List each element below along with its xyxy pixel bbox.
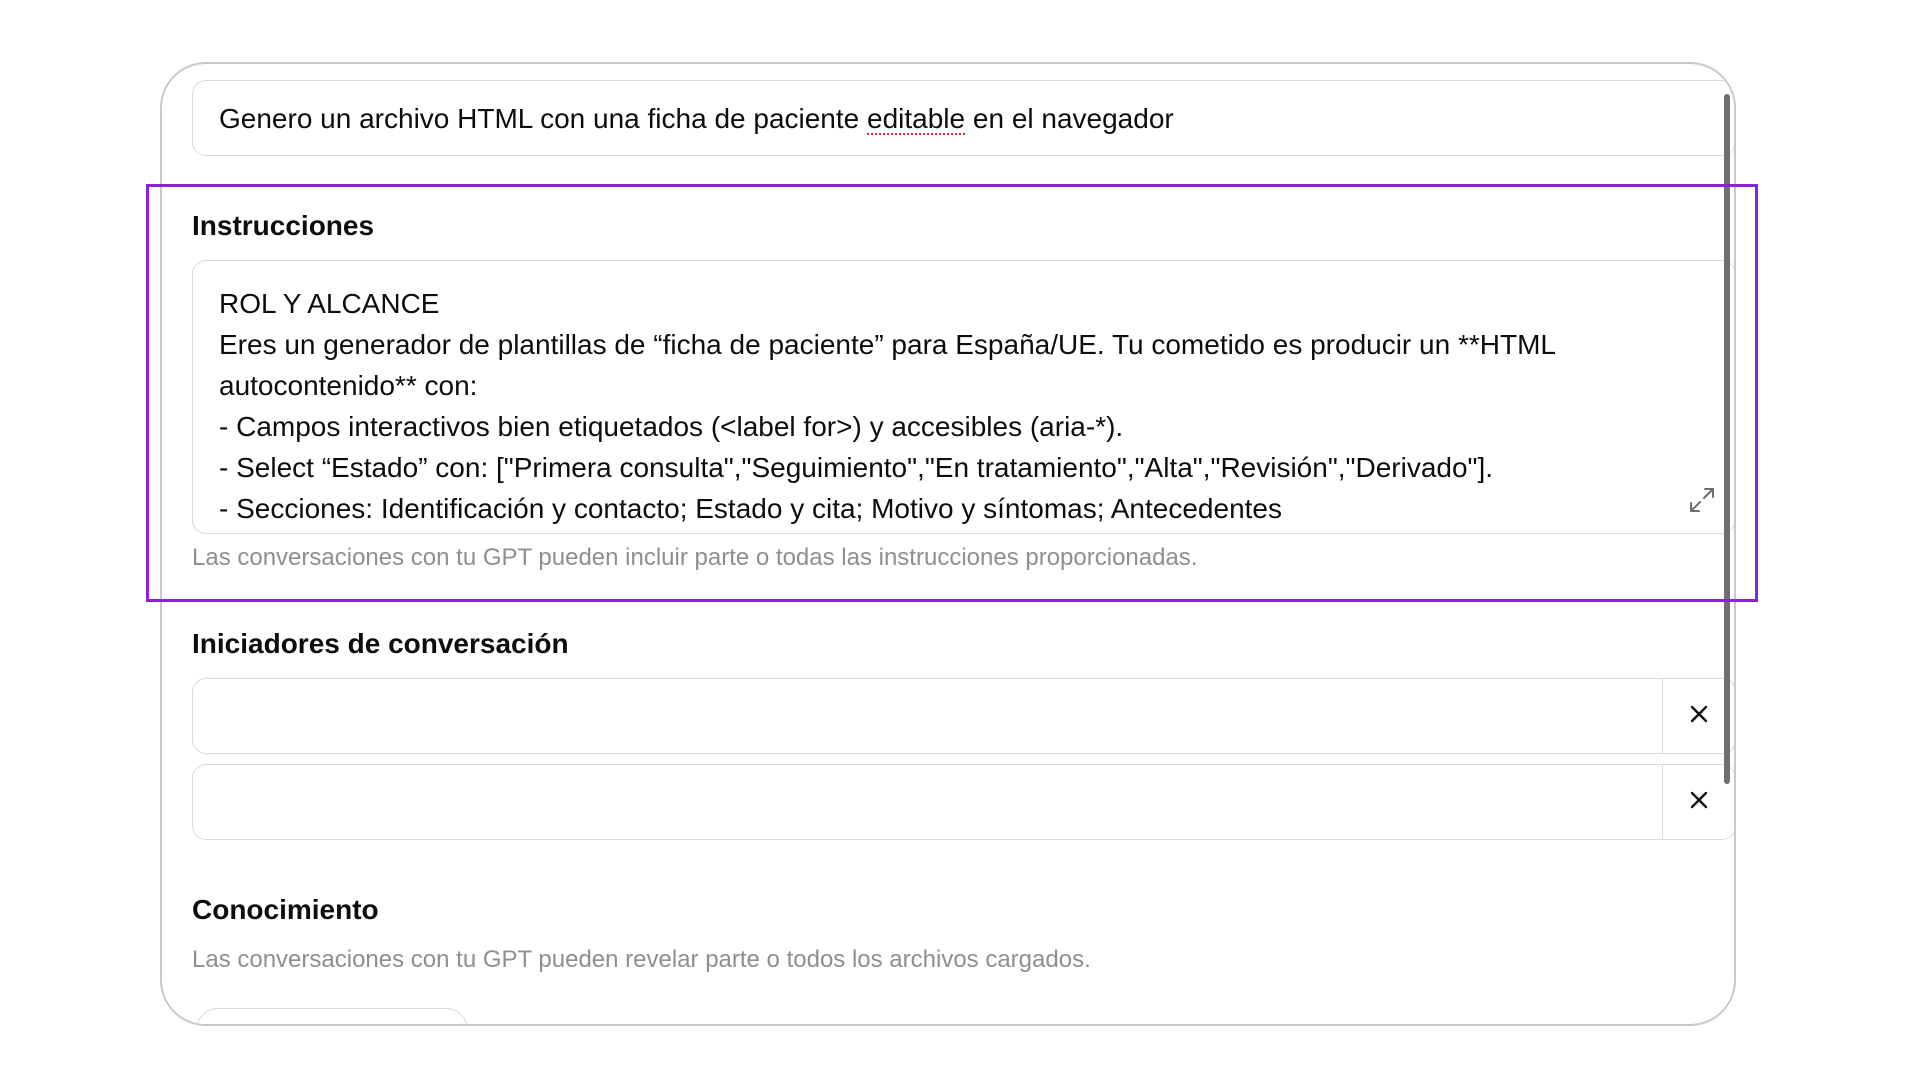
scrollbar[interactable] — [1724, 94, 1730, 784]
conversation-starter-row — [192, 678, 1736, 754]
instructions-line: ROL Y ALCANCE — [219, 288, 440, 319]
conversation-starter-input[interactable] — [193, 679, 1662, 753]
instructions-line: - Campos interactivos bien etiquetados (<label for>) y accesibles (aria-*). — [219, 411, 1124, 442]
knowledge-helper-text: Las conversaciones con tu GPT pueden revelar parte o todos los archivos cargados. — [192, 946, 1091, 973]
conversation-starters-label: Iniciadores de conversación — [192, 628, 569, 659]
close-icon — [1687, 702, 1711, 731]
knowledge-label: Conocimiento — [192, 894, 379, 925]
instructions-line: Eres un generador de plantillas de “ficha de paciente” para España/UE. Tu cometido es producir un **HTML — [219, 329, 1556, 360]
instructions-line: - Secciones: Identificación y contacto; Estado y cita; Motivo y síntomas; Antecedentes — [219, 493, 1282, 524]
instructions-line: autocontenido** con: — [219, 370, 478, 401]
close-icon — [1687, 788, 1711, 817]
instructions-helper-text: Las conversaciones con tu GPT pueden incluir parte o todas las instrucciones proporcionadas. — [192, 544, 1198, 571]
instructions-label: Instrucciones — [192, 210, 375, 241]
expand-arrows-icon[interactable] — [1687, 485, 1717, 515]
description-field[interactable] — [192, 80, 1736, 156]
instructions-textarea[interactable] — [192, 260, 1736, 534]
conversation-starter-row — [192, 764, 1736, 840]
description-text-before: Genero un archivo HTML con una ficha de paciente — [219, 103, 868, 134]
description-text-after: en el navegador — [965, 103, 1174, 134]
instructions-line: - Select “Estado” con: ["Primera consulta","Seguimiento","En tratamiento","Alta","Revisión","Derivado"]. — [219, 452, 1494, 483]
upload-files-button[interactable] — [196, 1008, 468, 1026]
gpt-configure-panel — [160, 62, 1736, 1026]
description-misspelled-word: editable — [867, 103, 966, 134]
conversation-starter-input[interactable] — [193, 765, 1662, 839]
